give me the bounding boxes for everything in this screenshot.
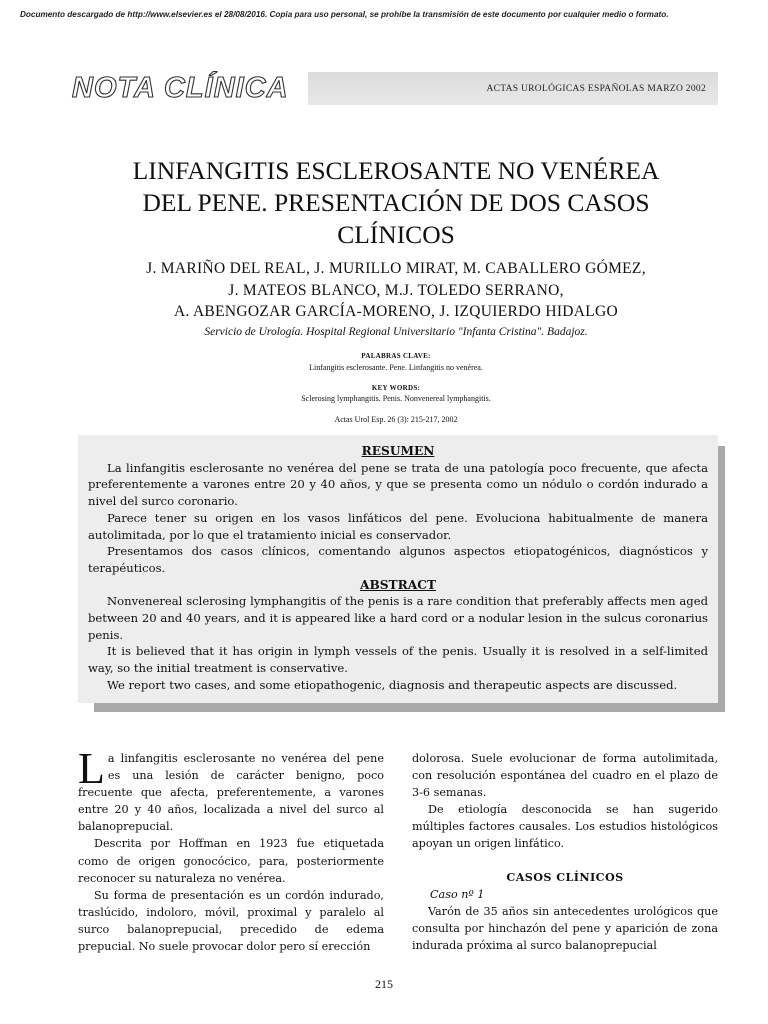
journal-header xyxy=(72,72,718,105)
keywords-en-text: Sclerosing lymphangitis. Penis. Nonvenereal lymphangitis. xyxy=(301,394,491,403)
resumen-paragraph: La linfangitis esclerosante no venérea del pene se trata de una patología poco frecuente, que afecta preferentemente a varones entre 20 y 40 años, y que se presenta como un nódulo o cordón indurado a nivel del surco coronario. xyxy=(88,460,708,509)
body-paragraph: dolorosa. Suele evolucionar de forma autolimitada, con resolución espontánea del cuadro en el plazo de 3-6 semanas. xyxy=(412,752,718,800)
drop-cap: L xyxy=(78,744,105,793)
intro-paragraph xyxy=(78,744,384,835)
keywords-es-heading: PALABRAS CLAVE: xyxy=(361,352,431,360)
body-paragraph: De etiología desconocida se han sugerido múltiples factores causales. Los estudios histológicos apoyan un origen linfático. xyxy=(412,803,718,851)
body-column-right xyxy=(412,750,718,954)
author-list xyxy=(70,258,722,323)
download-disclaimer: Documento descargado de http://www.elsevier.es el 28/08/2016. Copia para uso personal, se prohíbe la transmisión de este documento por cualquier medio o formato. xyxy=(20,10,669,19)
citation: Actas Urol Esp. 26 (3): 215-217, 2002 xyxy=(334,415,458,424)
case-paragraph: Varón de 35 años sin antecedentes urológicos que consulta por hinchazón del pene y aparición de zona indurada próxima al surco balanoprepucial xyxy=(412,904,718,952)
author-line: J. MATEOS BLANCO, M.J. TOLEDO SERRANO, xyxy=(228,281,564,299)
body-paragraph: Su forma de presentación es un cordón indurado, traslúcido, indoloro, móvil, proximal y paralelo al surco balanoprepucial, precedido de edema prepucial. No suele provocar dolor pero sí erección xyxy=(78,888,384,954)
resumen-paragraph: Parece tener su origen en los vasos linfáticos del pene. Evoluciona habitualmente de manera autolimitada, por lo que el tratamiento inicial es conservador. xyxy=(88,510,708,542)
keywords-en-heading: KEY WORDS: xyxy=(371,384,421,392)
title-line: CLÍNICOS xyxy=(337,220,455,249)
case-label: Caso nº 1 xyxy=(430,887,485,901)
affiliation: Servicio de Urología. Hospital Regional Universitario "Infanta Cristina". Badajoz. xyxy=(204,326,588,338)
abstract-paragraph: We report two cases, and some etiopathogenic, diagnosis and therapeutic aspects are discussed. xyxy=(107,677,678,692)
resumen-paragraph: Presentamos dos casos clínicos, comentando algunos aspectos etiopatogénicos, diagnósticos y terapéuticos. xyxy=(88,544,708,575)
keywords-es-text: Linfangitis esclerosante. Pene. Linfangitis no venérea. xyxy=(309,363,483,372)
title-line: LINFANGITIS ESCLEROSANTE NO VENÉREA xyxy=(132,156,660,185)
author-line: J. MARIÑO DEL REAL, J. MURILLO MIRAT, M. CABALLERO GÓMEZ, xyxy=(146,260,646,277)
section-label: NOTA CLÍNICA xyxy=(72,72,289,104)
title-line: DEL PENE. PRESENTACIÓN DE DOS CASOS xyxy=(142,188,650,217)
body-paragraph: Descrita por Hoffman en 1923 fue etiquetada como de origen gonocócico, para, posteriormente reconocer su naturaleza no venérea. xyxy=(78,837,384,885)
intro-text: a linfangitis esclerosante no venérea del pene es una lesión de carácter benigno, poco frecuente que afecta, preferentemente, a varones entre 20 y 40 años, localizada a nivel del surco al balanoprepucial. xyxy=(78,752,384,834)
abstract-box xyxy=(78,435,718,703)
section-heading: CASOS CLÍNICOS xyxy=(506,869,624,884)
abstract-paragraph: It is believed that it has origin in lymph vessels of the penis. Usually it is resolved in a self-limited way, so the initial treatment is conservative. xyxy=(88,644,708,676)
body-column-left xyxy=(78,744,384,955)
journal-issue: ACTAS UROLÓGICAS ESPAÑOLAS MARZO 2002 xyxy=(486,83,706,94)
resumen-heading: RESUMEN xyxy=(361,444,435,458)
page-number: 215 xyxy=(375,977,393,991)
article-title xyxy=(70,155,722,251)
author-line: A. ABENGOZAR GARCÍA-MORENO, J. IZQUIERDO HIDALGO xyxy=(173,303,619,320)
journal-banner xyxy=(308,72,718,105)
abstract-heading: ABSTRACT xyxy=(360,577,436,592)
abstract-paragraph: Nonvenereal sclerosing lymphangitis of the penis is a rare condition that preferably affects men aged between 20 and 40 years, and it is appeared like a hard cord or a nodular lesion in the sulcus coronarius penis. xyxy=(88,594,708,642)
